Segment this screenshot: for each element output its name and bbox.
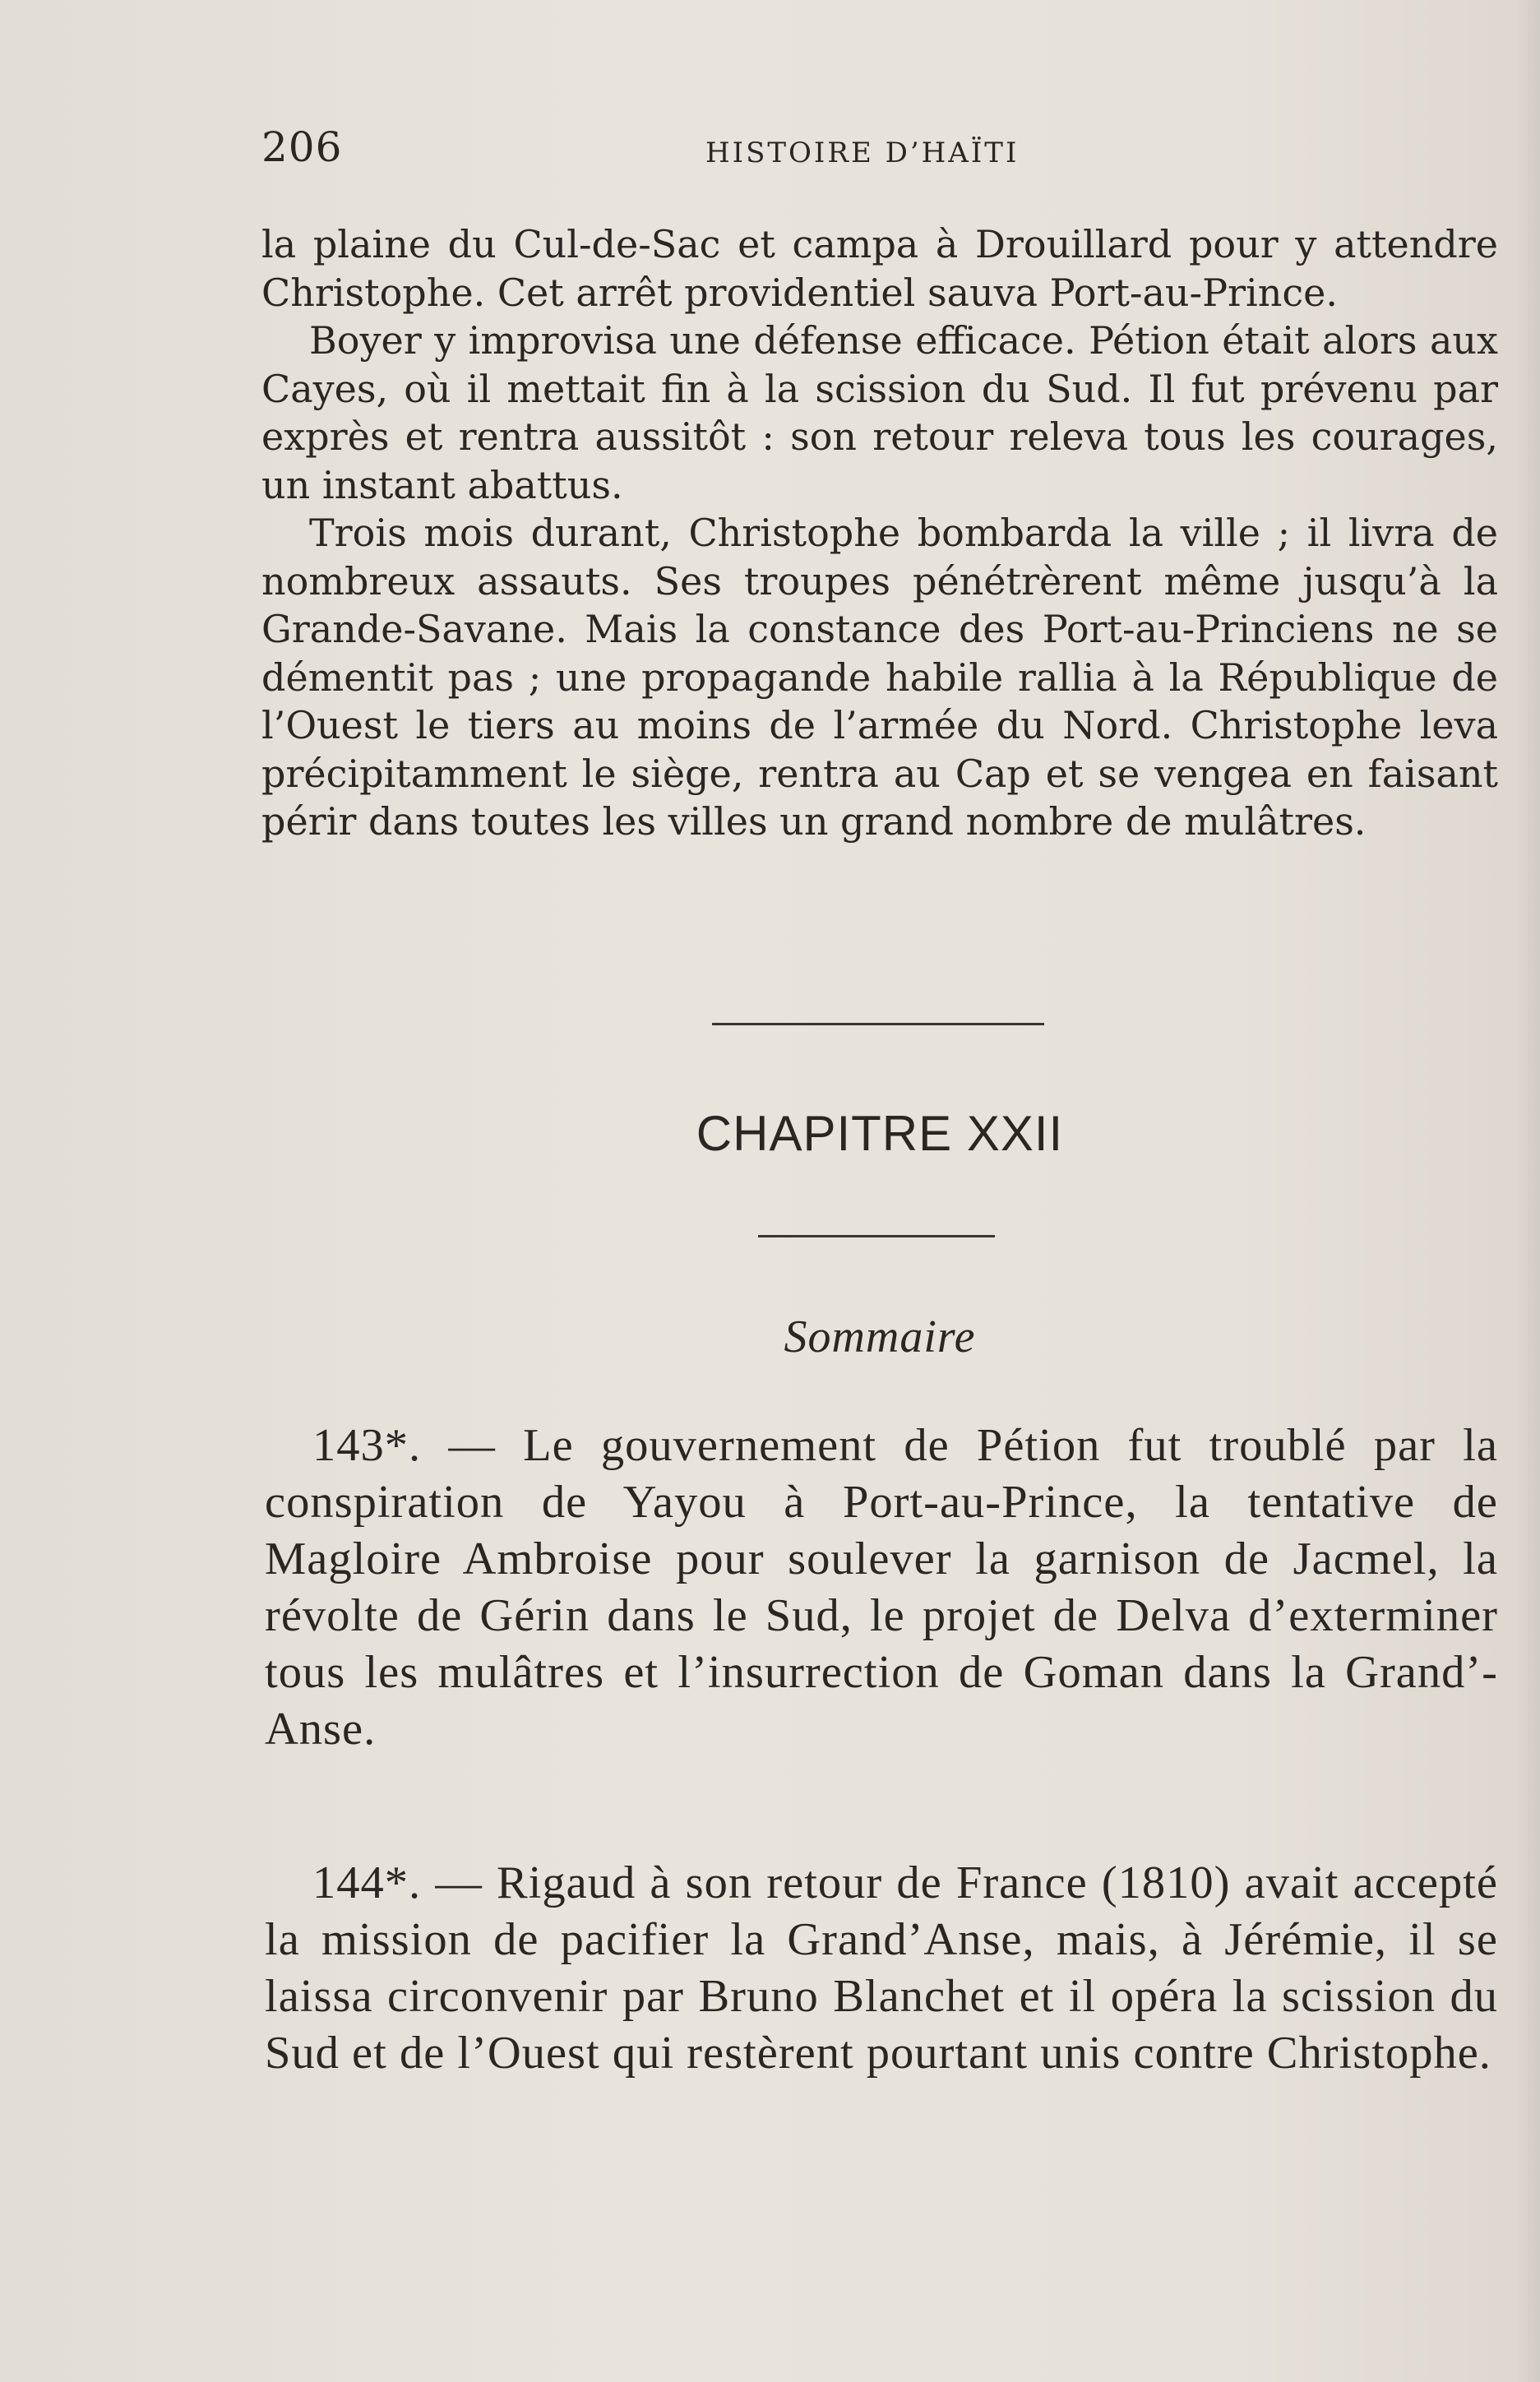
summary-item-text: 143*. — Le gouvernement de Pétion fut troublé par la conspiration de Yayou à Port-au-Prince, la tentative de Magloire Ambroise pour soulever la garnison de Jacmel, la révolte de Gérin dans le Sud, le projet de Delva d’exterminer tous les mulâtres et l’insurrection de Goman dans la Grand’-Anse.	[265, 1420, 1498, 1755]
paragraph: Trois mois durant, Christophe bombarda la ville ; il livra de nombreux assauts. Ses troupes pénétrèrent même jusqu’à la Grande-Savane. Mais la constance des Port-au-Princiens ne se démentit pas ; une propagande habile rallia à la République de l’Ouest le tiers au moins de l’armée du Nord. Christophe leva précipitamment le siège, rentra au Cap et se vengea en faisant périr dans toutes les villes un grand nombre de mulâtres.	[261, 511, 1498, 844]
chapter-divider-rule	[758, 1235, 995, 1237]
previous-chapter-text	[261, 220, 1498, 846]
section-divider-rule	[712, 1023, 1044, 1025]
running-header	[261, 123, 1498, 173]
page-number: 206	[261, 123, 343, 171]
summary-item	[265, 1855, 1498, 2082]
chapter-title: CHAPITRE XXII	[696, 1106, 1064, 1161]
page-edge-shadow	[1515, 0, 1540, 2382]
paragraph: Boyer y improvisa une défense efficace. Pétion était alors aux Cayes, où il mettait fin à la scission du Sud. Il fut prévenu par exprès et rentra aussitôt : son retour releva tous les courages, un instant abattus.	[261, 318, 1498, 507]
running-title: HISTOIRE D’HAÏTI	[705, 136, 1020, 169]
summary-item-text: 144*. — Rigaud à son retour de France (1810) avait accepté la mission de pacifier la Grand’Anse, mais, à Jérémie, il se laissa circonvenir par Bruno Blanchet et il opéra la scission du Sud et de l’Ouest qui restèrent pourtant unis contre Christophe.	[265, 1857, 1498, 2079]
summary-heading: Sommaire	[784, 1311, 976, 1362]
summary-item	[265, 1418, 1498, 1758]
paragraph-continuation: la plaine du Cul-de-Sac et campa à Drouillard pour y attendre Christophe. Cet arrêt providentiel sauva Port-au-Prince.	[261, 222, 1498, 315]
